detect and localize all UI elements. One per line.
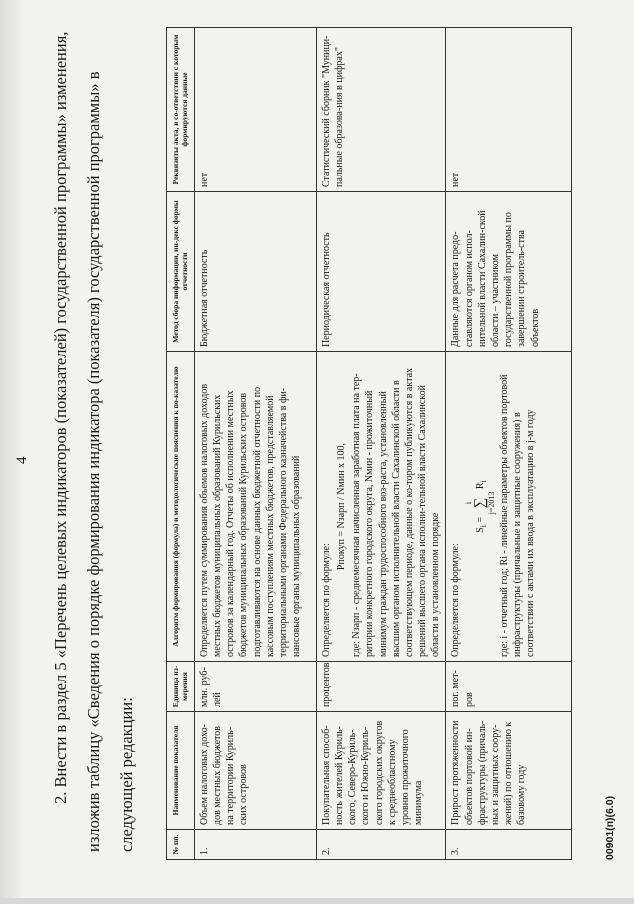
row-unit: млн. руб-лей bbox=[194, 662, 316, 712]
header-unit: Единица из-мерения bbox=[167, 662, 195, 712]
formula-right: R bbox=[474, 482, 486, 490]
intro-line-3: следующей редакции: bbox=[117, 697, 136, 852]
intro-paragraph bbox=[44, 22, 143, 852]
header-name: Наименование показателя bbox=[167, 712, 195, 830]
row-requisites: нет bbox=[446, 28, 572, 192]
sum-sign: ∑ bbox=[471, 497, 488, 509]
port-length-formula bbox=[465, 356, 496, 657]
table-header-row bbox=[167, 28, 195, 860]
algorithm-intro: Определяется по формуле: bbox=[450, 543, 462, 657]
row-method: Данные для расчета предо-ставляются органом испол-нительной власти Сахалин-ской области – участником государственной программы по завершении строитель-ства объектов bbox=[446, 192, 572, 352]
formula-left: S bbox=[474, 527, 486, 533]
algorithm-intro: Определяется по формуле: bbox=[320, 543, 332, 657]
algorithm-explanation: где: Nзарп - среднемесячная начисленная заработная плата на тер-ритории конкретного городского округа, Nмин - прожиточный минимум граждан трудоспособного воз-раста, установленный высшим органом исполнительной власти Сахалинской области в соответствующем периоде, данные о ко-тором публикуются в актах решений высшего органа исполни-тельной власти Сахалинской области в установленном порядке bbox=[351, 367, 442, 657]
indicator-info-table bbox=[166, 27, 572, 860]
row-method: Периодическая отчетность bbox=[316, 192, 446, 352]
header-num: № пп. bbox=[167, 830, 195, 860]
table-row bbox=[446, 28, 572, 860]
row-name: Прирост протяженности объектов портовой ин-фраструктуры (причаль-ных и защитных соору-жений) по отношению к базовому году bbox=[446, 712, 572, 830]
sum-operator bbox=[465, 492, 496, 515]
table-row bbox=[316, 28, 446, 860]
row-name: Объем налоговых дохо-дов местных бюджетов на территории Куриль-ских островов bbox=[194, 712, 316, 830]
formula-left-sub: i bbox=[478, 525, 488, 528]
intro-line-2: изложив таблицу «Сведения о порядке формирования индикатора (показателя) государственной программы» в bbox=[84, 71, 103, 852]
row-unit: пог. мет-ров bbox=[446, 662, 572, 712]
row-algorithm: Определяется путем суммирования объемов налоговых доходов местных бюджетов муниципальных образований Курильских островов за календарный год. Отчеты об исполнении местных бюджетов муниципальных образований Курильских островов подготавливаются на основе данных бюджетной отчетности по кассовым поступлениям местных бюджетов, представляемой территориальными органами Федерального казначейства в фи-нансовые органы муниципальных образований bbox=[194, 352, 316, 662]
document-form-code: 00901(п)(6.0) bbox=[604, 795, 616, 860]
header-method: Метод сбора информации, ин-декс формы отчетности bbox=[167, 192, 195, 352]
sum-upper-limit: i bbox=[463, 501, 473, 505]
row-requisites: Статистический сборник "Муници-пальные образова-ния в цифрах" bbox=[316, 28, 446, 192]
sum-lower-limit: j=2013 bbox=[486, 491, 496, 515]
table-row bbox=[194, 28, 316, 860]
page-number: 4 bbox=[14, 456, 30, 464]
row-requisites: нет bbox=[194, 28, 316, 192]
formula-right-sub: i bbox=[478, 480, 488, 483]
algorithm-explanation: где: i - отчетный год; Ri - линейные параметры объектов портовой инфраструктуры (причальные и защитные сооружения) в соответствии с актами их ввода в эксплуатацию в j-м году bbox=[498, 374, 536, 657]
row-method: Бюджетная отчетность bbox=[194, 192, 316, 352]
purchasing-power-formula: Pпокуп = Nзарп / Nмин x 100, bbox=[335, 442, 347, 571]
row-algorithm bbox=[316, 352, 446, 662]
formula-equals: = bbox=[474, 516, 486, 523]
intro-line-1: 2. Внести в раздел 5 «Перечень целевых индикаторов (показателей) государственной программы» изменения, bbox=[51, 31, 70, 804]
row-name: Покупательная способ-ность жителей Куриль-ского, Северо-Куриль-ского и Южно-Куриль-ского городских округов к среднеобластному уровню прожиточного минимума bbox=[316, 712, 446, 830]
header-algorithm: Алгоритм формирования (формула) и методологические пояснения к по-казателю bbox=[167, 352, 195, 662]
row-num: 3. bbox=[446, 830, 572, 860]
header-requisites: Реквизиты акта, в со-ответствии с которым формируются данные bbox=[167, 28, 195, 192]
row-num: 2. bbox=[316, 830, 446, 860]
row-algorithm bbox=[446, 352, 572, 662]
row-unit: процентов bbox=[316, 662, 446, 712]
row-num: 1. bbox=[194, 830, 316, 860]
